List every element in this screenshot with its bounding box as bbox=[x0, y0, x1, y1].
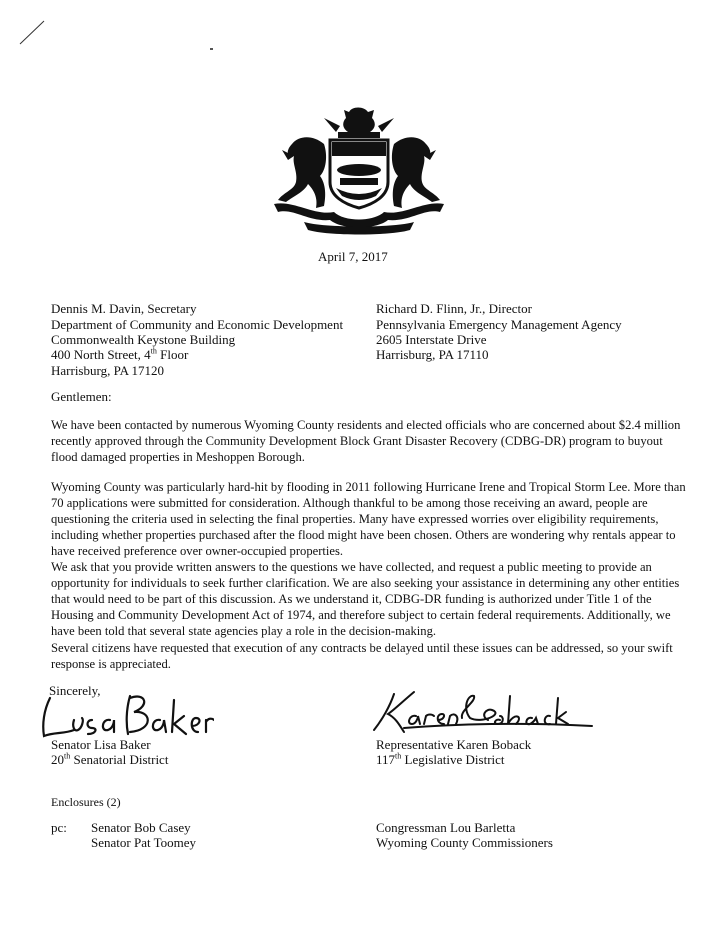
recipient-right-street: 2605 Interstate Drive bbox=[376, 332, 487, 347]
signature-lisa-baker bbox=[34, 690, 214, 742]
closing: Sincerely, bbox=[49, 683, 101, 698]
signer-left-district bbox=[51, 752, 168, 768]
recipient-left-building: Commonwealth Keystone Building bbox=[51, 332, 236, 347]
signer-right-district bbox=[376, 752, 505, 768]
recipient-left-street bbox=[51, 347, 188, 363]
recipient-left-name: Dennis M. Davin, Secretary bbox=[51, 301, 197, 316]
letter-date: April 7, 2017 bbox=[318, 249, 388, 264]
signer-right-name: Representative Karen Boback bbox=[376, 737, 532, 752]
recipient-left-city: Harrisburg, PA 17120 bbox=[51, 363, 165, 378]
cc-right-2: Wyoming County Commissioners bbox=[376, 835, 553, 850]
body-paragraph-4: Several citizens have requested that execution of any contracts be delayed until these issues can be addressed, so your swift response is appreciated. bbox=[51, 641, 673, 671]
recipient-right-city: Harrisburg, PA 17110 bbox=[376, 347, 489, 362]
district-label: Legislative District bbox=[401, 752, 505, 767]
recipient-left-org: Department of Community and Economic Development bbox=[51, 317, 344, 332]
district-label: Senatorial District bbox=[70, 752, 169, 767]
floor-word: Floor bbox=[156, 347, 189, 362]
pen-mark bbox=[18, 18, 48, 48]
cc-right-1: Congressman Lou Barletta bbox=[376, 820, 516, 835]
body-paragraph-3: We ask that you provide written answers to the questions we have collected, and request a public meeting to provide an opportunity for individuals to seek further clarification. We are also seeking your assistance in determining any other entities that would need to be part of this discussion. As we understand it, CDBG-DR funding is authorized under Title 1 of the Housing and Community Development Act of 1974, and therefore subject to certain federal requirements. Additionally, we have been told that several state agencies play a role in the decision-making. bbox=[51, 560, 680, 638]
salutation: Gentlemen: bbox=[51, 389, 112, 404]
enclosures: Enclosures (2) bbox=[51, 795, 121, 809]
street-number: 400 North Street, 4 bbox=[51, 347, 151, 362]
district-suffix: th bbox=[395, 751, 402, 761]
floor-suffix: th bbox=[150, 346, 157, 356]
signature-karen-boback bbox=[364, 688, 594, 736]
pennsylvania-seal-icon bbox=[264, 104, 454, 239]
pc-label: pc: bbox=[51, 820, 67, 835]
district-number: 117 bbox=[376, 752, 396, 767]
body-paragraph-1: We have been contacted by numerous Wyoming County residents and elected officials who are concerned about $2.4 million recently approved through the Community Development Block Grant Disaster Recovery (CDBG-DR) program to buyout flood damaged properties in Meshoppen Borough. bbox=[51, 418, 681, 464]
district-suffix: th bbox=[64, 751, 71, 761]
speck bbox=[210, 48, 213, 50]
recipient-right-org: Pennsylvania Emergency Management Agency bbox=[376, 317, 622, 332]
cc-left-1: Senator Bob Casey bbox=[91, 820, 191, 835]
recipient-right-name: Richard D. Flinn, Jr., Director bbox=[376, 301, 532, 316]
cc-left-2: Senator Pat Toomey bbox=[91, 835, 197, 850]
signer-left-name: Senator Lisa Baker bbox=[51, 737, 151, 752]
body-paragraph-2: Wyoming County was particularly hard-hit by flooding in 2011 following Hurricane Irene and Tropical Storm Lee. More than 70 applications were submitted for consideration. Although thankful to be among those receiving an award, people are questioning the criteria used in selecting the final properties. Many have expressed worries over eligibility requirements, including whether properties purchased after the flood might have been chosen. Others are wondering why rentals appear to have received preference over owner-occupied properties. bbox=[51, 480, 686, 558]
district-number: 20 bbox=[51, 752, 64, 767]
